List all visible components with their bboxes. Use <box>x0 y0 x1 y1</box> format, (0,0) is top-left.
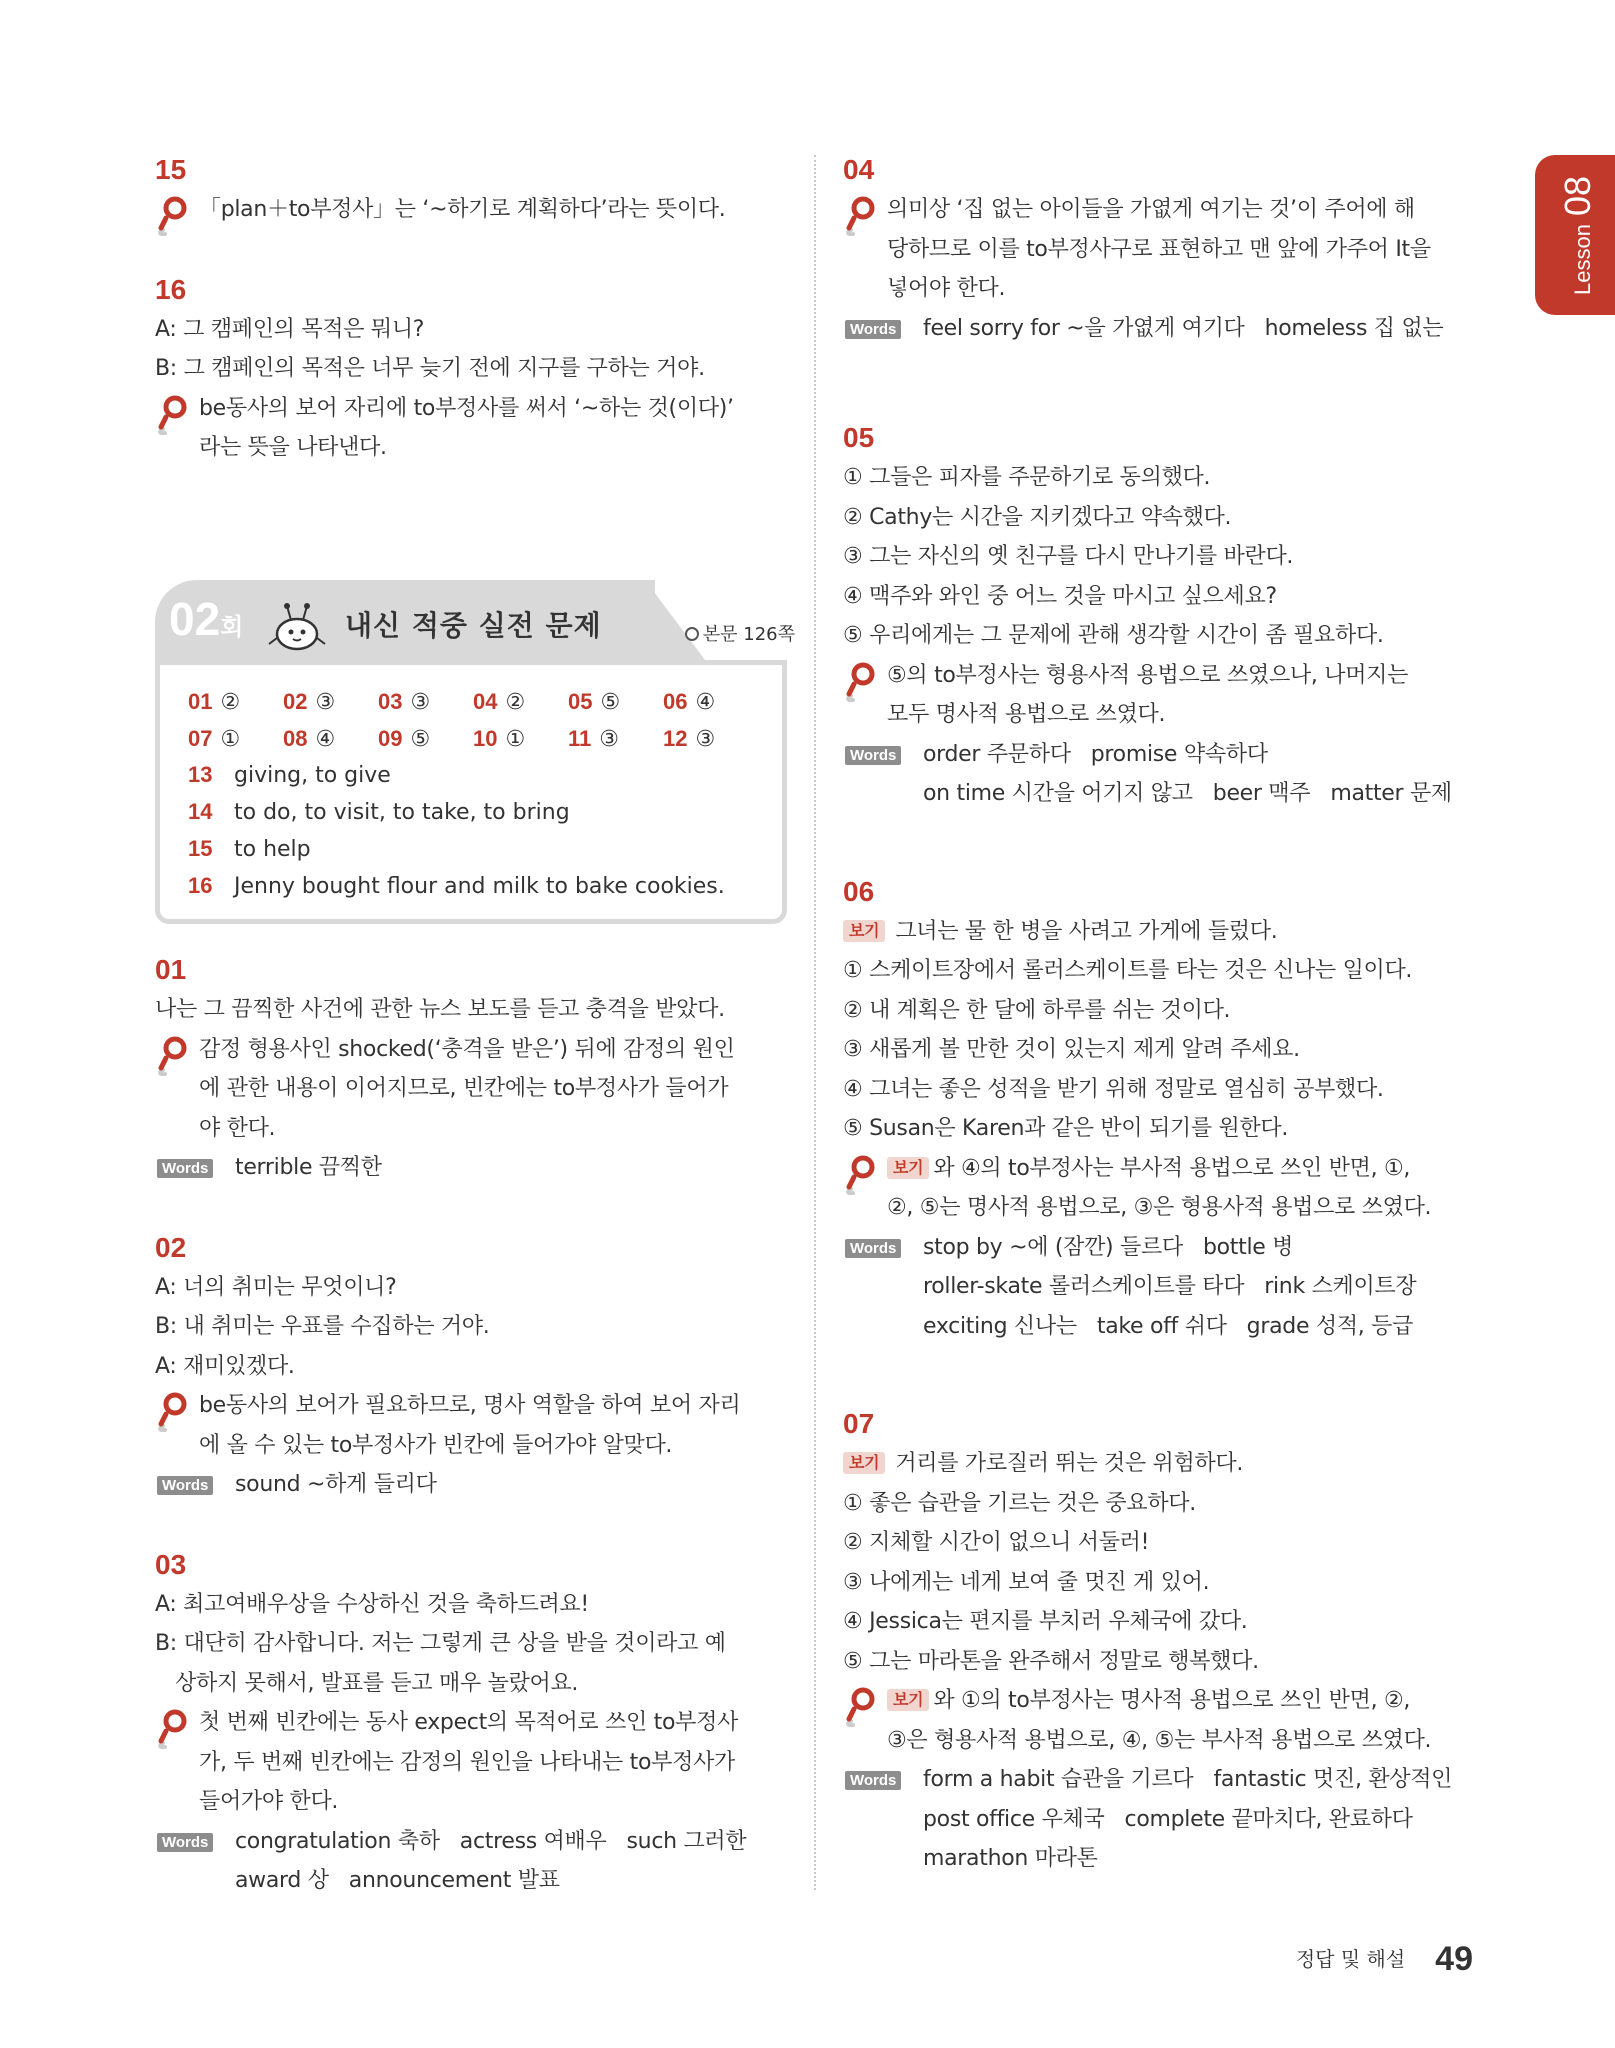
answer-value: ⑤ <box>410 727 431 752</box>
round-header <box>155 580 795 660</box>
answer-number: 02 <box>283 689 308 714</box>
answer-line <box>188 868 758 905</box>
choice-line: ② 내 계획은 한 달에 하루를 쉬는 것이다. <box>843 997 1231 1023</box>
answer-number: 12 <box>663 726 688 751</box>
hint-tail: 와 ①의 to부정사는 명사적 용법으로 쓰인 반면, ②, <box>933 1688 1411 1713</box>
answer-item <box>473 685 568 720</box>
answer-number: 14 <box>188 799 213 824</box>
answer-number: 01 <box>188 689 213 714</box>
answer-value: ② <box>220 690 241 715</box>
hint <box>843 190 1473 309</box>
hint-line: 모두 명사적 용법으로 쓰였다. <box>887 702 1166 727</box>
round-number <box>169 592 243 646</box>
answer-item <box>378 722 473 757</box>
question-number: 04 <box>843 154 875 185</box>
words-badge: Words <box>845 1239 901 1258</box>
hint <box>843 1681 1473 1760</box>
answer-value: ③ <box>695 727 716 752</box>
hint <box>155 389 795 468</box>
answer-item <box>663 722 758 757</box>
words-block <box>155 1822 795 1901</box>
example-badge: 보기 <box>843 1452 885 1474</box>
choice-line: ④ 그녀는 좋은 성적을 받기 위해 정말로 열심히 공부했다. <box>843 1076 1384 1102</box>
choice-line: ② 지체할 시간이 없으니 서둘러! <box>843 1530 1150 1555</box>
words-badge: Words <box>845 746 901 765</box>
words-line: sound ~하게 들리다 <box>235 1472 437 1497</box>
dialogue-line: B: 대단히 감사합니다. 저는 그렇게 큰 상을 받을 것이라고 예 <box>155 1631 726 1656</box>
example-text: 그녀는 물 한 병을 사려고 가게에 들렀다. <box>895 918 1278 944</box>
choice-line: ⑤ Susan은 Karen과 같은 반이 되기를 원한다. <box>843 1116 1289 1141</box>
words-block <box>843 735 1473 814</box>
words-line: stop by ~에 (잠깐) 들르다 bottle 병 <box>923 1234 1294 1260</box>
question-15 <box>155 150 795 230</box>
question-01 <box>155 950 795 1188</box>
answer-item <box>188 685 283 720</box>
round-title: 내신 적중 실전 문제 <box>345 609 602 642</box>
answer-item <box>283 722 378 757</box>
dialogue-line: A: 너의 취미는 무엇이니? <box>155 1274 397 1300</box>
footer-label: 정답 및 해설 <box>1295 1947 1406 1971</box>
words-line: congratulation 축하 actress 여배우 such 그러한 <box>235 1828 747 1854</box>
choice-line: ① 그들은 피자를 주문하기로 동의했다. <box>843 465 1211 490</box>
sentence-line: 나는 그 끔찍한 사건에 관한 뉴스 보도를 듣고 충격을 받았다. <box>155 997 725 1022</box>
magnifier-icon <box>845 1687 877 1727</box>
hint <box>155 1703 795 1822</box>
example-line <box>843 1444 1473 1484</box>
answer-line <box>188 757 758 794</box>
choice-line: ④ 맥주와 와인 중 어느 것을 마시고 싶으세요? <box>843 583 1277 609</box>
question-number: 06 <box>843 875 875 907</box>
magnifier-icon <box>845 662 877 702</box>
example-badge: 보기 <box>843 920 885 942</box>
hint-line: 첫 번째 빈칸에는 동사 expect의 목적어로 쓰인 to부정사 <box>199 1710 739 1735</box>
hint <box>155 190 795 230</box>
choice-line: ① 좋은 습관을 기르는 것은 중요하다. <box>843 1490 1196 1516</box>
page-number: 49 <box>1435 1940 1473 1978</box>
dialogue-line: A: 최고여배우상을 수상하신 것을 축하드려요! <box>155 1591 589 1617</box>
answer-item <box>568 685 663 720</box>
example-badge: 보기 <box>887 1157 929 1179</box>
example-line <box>843 912 1473 952</box>
answer-line <box>188 794 758 831</box>
answer-item <box>378 685 473 720</box>
words-line: order 주문하다 promise 약속하다 <box>923 741 1268 767</box>
words-badge: Words <box>845 1771 901 1790</box>
page-reference <box>685 620 795 646</box>
answer-number: 05 <box>568 689 593 714</box>
question-number: 01 <box>155 954 187 985</box>
question-06 <box>843 872 1473 1347</box>
hint-line: 「plan＋to부정사」는 ‘~하기로 계획하다’라는 뜻이다. <box>199 197 726 222</box>
question-number: 05 <box>843 422 875 453</box>
words-badge: Words <box>157 1159 213 1178</box>
hint-line: ③은 형용사적 용법으로, ④, ⑤는 부사적 용법으로 쓰였다. <box>887 1727 1432 1753</box>
question-number: 03 <box>155 1548 187 1580</box>
words-block <box>155 1148 795 1188</box>
magnifier-icon <box>157 1036 189 1076</box>
question-04 <box>843 150 1473 348</box>
lesson-tab[interactable] <box>1535 155 1615 315</box>
dialogue-line: B: 내 취미는 우표를 수집하는 거야. <box>155 1314 490 1339</box>
answer-number: 04 <box>473 689 498 714</box>
right-column <box>843 150 1473 1919</box>
answer-number: 03 <box>378 689 403 714</box>
choice-line: ⑤ 우리에게는 그 문제에 관해 생각할 시간이 좀 필요하다. <box>843 623 1384 648</box>
example-text: 거리를 가로질러 뛰는 것은 위험하다. <box>895 1451 1244 1476</box>
choice-line: ④ Jessica는 편지를 부치러 우체국에 갔다. <box>843 1609 1248 1634</box>
choice-line: ③ 그는 자신의 옛 친구를 다시 만나기를 바란다. <box>843 544 1294 569</box>
hint-line <box>887 1681 1473 1721</box>
magnifier-icon <box>845 196 877 236</box>
answer-number: 13 <box>188 762 213 787</box>
answer-item <box>283 685 378 720</box>
left-column-lower <box>155 950 795 1941</box>
choice-line: ③ 새롭게 볼 만한 것이 있는지 제게 알려 주세요. <box>843 1037 1300 1062</box>
hint <box>155 1030 795 1149</box>
question-07 <box>843 1404 1473 1879</box>
hint-line: ⑤의 to부정사는 형용사적 용법으로 쓰였으나, 나머지는 <box>887 662 1409 688</box>
mascot-icon <box>265 600 329 652</box>
words-line: award 상 announcement 발표 <box>235 1868 560 1893</box>
words-block <box>843 1228 1473 1347</box>
answer-value: Jenny bought flour and milk to bake cookies. <box>234 874 725 899</box>
answer-value: ③ <box>315 690 336 715</box>
choice-line: ③ 나에게는 네게 보여 줄 멋진 게 있어. <box>843 1569 1210 1595</box>
answer-value: ③ <box>599 727 619 752</box>
words-block <box>155 1465 795 1505</box>
dialogue-line: A: 재미있겠다. <box>155 1353 295 1379</box>
hint-line: 에 올 수 있는 to부정사가 빈칸에 들어가야 알맞다. <box>199 1432 673 1458</box>
choice-line: ① 스케이트장에서 롤러스케이트를 타는 것은 신나는 일이다. <box>843 958 1413 983</box>
magnifier-icon <box>845 1155 877 1195</box>
hint-line: 라는 뜻을 나타낸다. <box>199 435 387 460</box>
page-footer <box>1296 1940 1473 1979</box>
answer-value: ② <box>505 690 526 715</box>
hint-line: 야 한다. <box>199 1115 276 1141</box>
column-divider <box>814 155 816 1890</box>
lesson-label: Lesson <box>1570 224 1595 295</box>
answer-value: ① <box>220 727 241 752</box>
words-line: form a habit 습관을 기르다 fantastic 멋진, 환상적인 <box>923 1767 1453 1792</box>
question-number: 15 <box>155 154 187 185</box>
answer-value: giving, to give <box>234 763 391 788</box>
answer-number: 09 <box>378 726 403 751</box>
answer-number: 15 <box>188 836 213 861</box>
question-number: 16 <box>155 273 187 305</box>
answer-grid <box>188 685 758 757</box>
words-block <box>843 1760 1473 1879</box>
words-badge: Words <box>157 1833 213 1852</box>
answer-number: 07 <box>188 726 213 751</box>
dialogue-line: A: 그 캠페인의 목적은 뭐니? <box>155 316 425 342</box>
hint-line: be동사의 보어 자리에 to부정사를 써서 ‘~하는 것(이다)’ <box>199 395 734 421</box>
example-badge: 보기 <box>887 1689 929 1711</box>
dialogue-line: 상하지 못해서, 발표를 듣고 매우 놀랐어요. <box>155 1670 579 1696</box>
answer-value: ③ <box>410 690 431 715</box>
answer-value: ⑤ <box>600 690 621 715</box>
round-num-value: 02 <box>169 593 221 645</box>
hint-line: 넣어야 한다. <box>887 276 1006 301</box>
answer-item <box>473 722 568 757</box>
words-badge: Words <box>845 320 901 339</box>
round-suffix: 회 <box>220 614 244 641</box>
answer-item <box>568 722 663 757</box>
left-column <box>155 150 795 508</box>
words-line: marathon 마라톤 <box>923 1846 1098 1871</box>
hint-line: 의미상 ‘집 없는 아이들을 가엾게 여기는 것’이 주어에 해 <box>887 197 1415 222</box>
answer-value: ① <box>505 727 526 752</box>
words-block <box>843 309 1473 349</box>
answer-key-box <box>155 660 787 924</box>
magnifier-icon <box>157 196 189 236</box>
dialogue-line: B: 그 캠페인의 목적은 너무 늦기 전에 지구를 구하는 거야. <box>155 356 705 381</box>
hint <box>843 656 1473 735</box>
hint-line: ②, ⑤는 명사적 용법으로, ③은 형용사적 용법으로 쓰였다. <box>887 1195 1432 1220</box>
hint-line: 가, 두 번째 빈칸에는 감정의 원인을 나타내는 to부정사가 <box>199 1749 735 1775</box>
question-number: 07 <box>843 1408 875 1439</box>
words-line: post office 우체국 complete 끝마치다, 완료하다 <box>923 1806 1413 1832</box>
question-16 <box>155 270 795 468</box>
magnifier-icon <box>157 395 189 435</box>
hint-tail: 와 ④의 to부정사는 부사적 용법으로 쓰인 반면, ①, <box>933 1155 1411 1181</box>
words-line: feel sorry for ~을 가엾게 여기다 homeless 집 없는 <box>923 315 1444 341</box>
words-line: exciting 신나는 take off 쉬다 grade 성적, 등급 <box>923 1313 1414 1339</box>
answer-number: 10 <box>473 726 498 751</box>
hint-line: 에 관한 내용이 이어지므로, 빈칸에는 to부정사가 들어가 <box>199 1076 729 1101</box>
question-number: 02 <box>155 1231 187 1263</box>
hint <box>155 1386 795 1465</box>
lesson-number: 08 <box>1557 176 1598 217</box>
hint-line: 들어가야 한다. <box>199 1789 339 1814</box>
answer-number: 16 <box>188 873 213 898</box>
answer-value: ④ <box>695 690 716 715</box>
circle-icon <box>685 627 699 641</box>
hint-line: 감정 형용사인 shocked(‘충격을 받은’) 뒤에 감정의 원인 <box>199 1036 735 1062</box>
words-line: on time 시간을 어기지 않고 beer 맥주 matter 문제 <box>923 781 1452 806</box>
words-line: terrible 끔찍한 <box>235 1155 382 1180</box>
question-02 <box>155 1228 795 1505</box>
magnifier-icon <box>157 1392 189 1432</box>
answer-value: ④ <box>315 727 336 752</box>
answer-item <box>188 722 283 757</box>
answer-number: 11 <box>568 726 592 751</box>
words-line: roller-skate 롤러스케이트를 타다 rink 스케이트장 <box>923 1274 1417 1299</box>
hint <box>843 1149 1473 1228</box>
words-badge: Words <box>157 1476 213 1495</box>
answer-value: to help <box>234 837 311 862</box>
hint-line <box>887 1149 1473 1189</box>
magnifier-icon <box>157 1709 189 1749</box>
hint-line: 당하므로 이를 to부정사구로 표현하고 맨 앞에 가주어 It을 <box>887 236 1431 262</box>
choice-line: ② Cathy는 시간을 지키겠다고 약속했다. <box>843 504 1232 530</box>
answer-line <box>188 831 758 868</box>
answer-number: 06 <box>663 689 688 714</box>
question-03 <box>155 1545 795 1901</box>
answer-number: 08 <box>283 726 308 751</box>
hint-line: be동사의 보어가 필요하므로, 명사 역할을 하여 보어 자리 <box>199 1393 741 1418</box>
question-05 <box>843 418 1473 814</box>
answer-value: to do, to visit, to take, to bring <box>234 800 570 825</box>
choice-line: ⑤ 그는 마라톤을 완주해서 정말로 행복했다. <box>843 1648 1259 1674</box>
answer-item <box>663 685 758 720</box>
page-ref-text: 본문 126쪽 <box>702 624 795 645</box>
